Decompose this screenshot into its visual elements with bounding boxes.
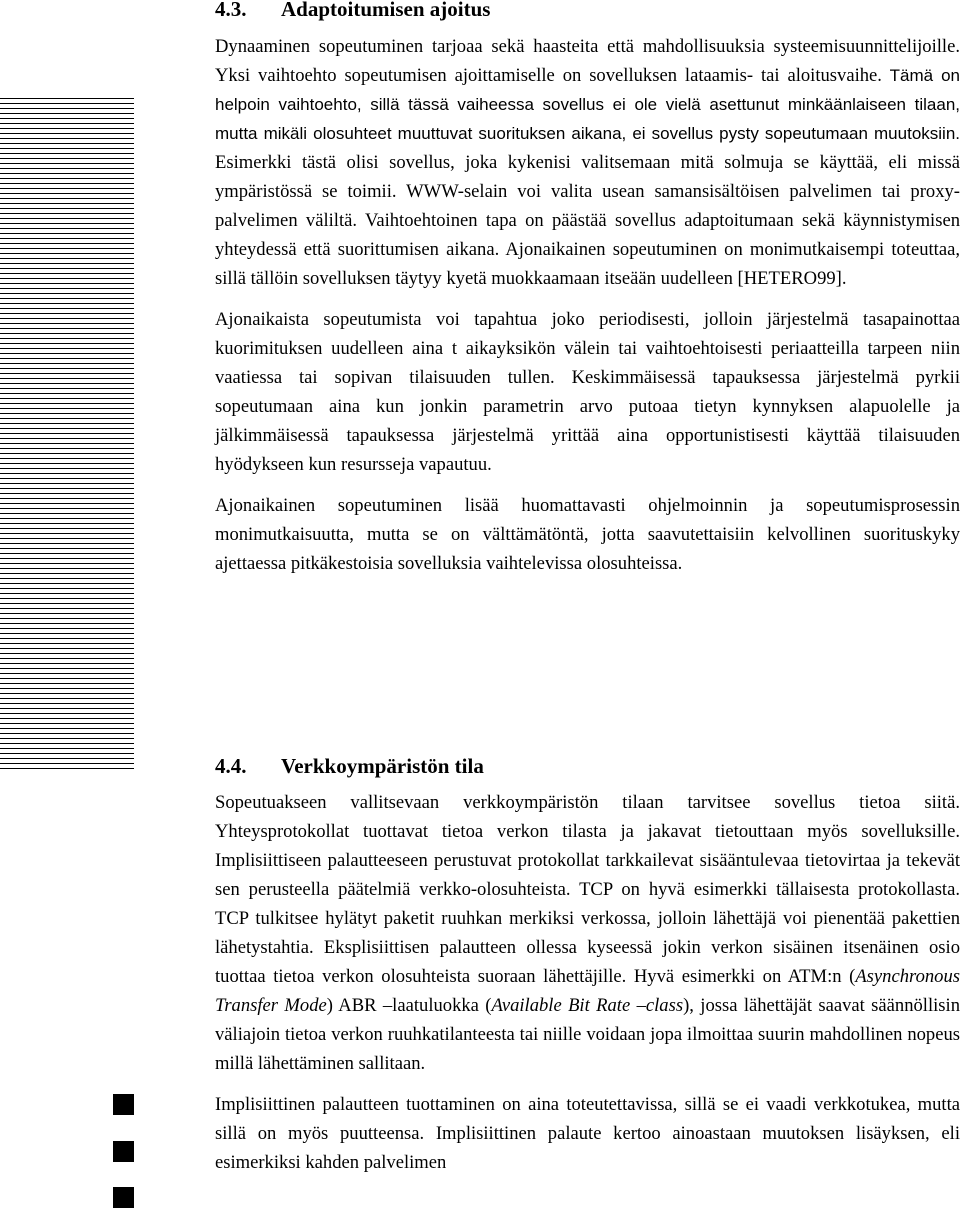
paragraph-text: ), jossa lähettäjät saavat säännöllisin väliajoin tietoa verkon ruuhkatilanteesta tai niille voidaan jopa ilmoittaa suurin mahdollinen nopeus millä lähettäminen sallitaan. <box>215 995 960 1074</box>
section-number: 4.4. <box>215 754 247 778</box>
paragraph: Ajonaikainen sopeutuminen lisää huomattavasti ohjelmoinnin ja sopeutumisprosessin monimutkaisuutta, mutta se on välttämätöntä, jotta saavutettaisiin kelvollinen suorituskyky ajettaessa pitkäkestoisia sovelluksia vaihtelevissa olosuhteissa. <box>215 495 960 574</box>
section-4-3-body <box>215 32 960 578</box>
paragraph-text: ) ABR –laatuluokka ( <box>326 995 492 1016</box>
margin-square-marker <box>113 1141 134 1162</box>
paragraph: Ajonaikaista sopeutumista voi tapahtua joko periodisesti, jolloin järjestelmä tasapainottaa kuorimituksen uudelleen aina t aikayksikön välein tai vaihtoehtoisesti periaatteilla tarpeen niin vaatiessa tai sopivan tilaisuuden tullen. Keskimmäisessä tapauksessa järjestelmä pyrkii sopeutumaan aina kun jonkin parametrin arvo putoaa tietyn kynnyksen alapuolelle ja jälkimmäisessä tapauksessa järjestelmä yrittää aina opportunistisesti käyttää tilaisuuden hyödykseen kun resursseja vapautuu. <box>215 309 960 475</box>
paragraph <box>215 788 960 1078</box>
margin-square-marker <box>113 1094 134 1115</box>
section-title: Verkkoympäristön tila <box>281 754 484 778</box>
paragraph-text: Dynaaminen sopeutuminen tarjoaa sekä haasteita että mahdollisuuksia systeemisuunnittelijoille. Yksi vaihtoehto sopeutumisen ajoittamiselle on sovelluksen lataamis- tai aloitusvaihe. <box>215 36 960 86</box>
section-heading <box>215 0 960 21</box>
section-title: Adaptoitumisen ajoitus <box>281 0 491 21</box>
section-4-4 <box>215 754 960 778</box>
italic-term: Asynchronous Transfer Mode <box>215 966 960 1016</box>
paragraph-text: Sopeutuakseen vallitsevaan verkkoympäristön tilaan tarvitsee sovellus tietoa siitä. Yhteysprotokollat tuottavat tietoa verkon tilasta ja jakavat tietouttaan myös sovelluksille. Implisiittiseen palautteeseen perustuvat protokollat tarkkailevat sisääntulevaa tietovirtaa ja tekevät sen perusteella päätelmiä verkko-olosuhteista. TCP on hyvä esimerkki tällaisesta protokollasta. TCP tulkitsee hylätyt paketit ruuhkan merkiksi verkossa, jolloin lähettäjä voi pienentää pakettien lähetystahtia. Eksplisiittisen palautteen ollessa kyseessä jokin verkon sisäinen itsenäinen osio tuottaa tietoa verkon olosuhteista suoraan lähettäjille. Hyvä esimerkki on ATM:n ( <box>215 792 960 987</box>
margin-square-marker <box>113 1187 134 1208</box>
section-4-4-body <box>215 788 960 1177</box>
italic-term: Available Bit Rate –class <box>491 995 684 1016</box>
section-heading <box>215 754 960 778</box>
paragraph: Implisiittinen palautteen tuottaminen on aina toteutettavissa, sillä se ei vaadi verkkotukea, mutta sillä on myös puutteensa. Implisiittinen palaute kertoo ainoastaan muutoksen lisäyksen, eli esimerkiksi kahden palvelimen <box>215 1094 960 1173</box>
section-4-3 <box>215 0 960 21</box>
section-number: 4.3. <box>215 0 247 21</box>
paragraph <box>215 32 960 293</box>
paragraph-text: Tämä on helpoin vaihtoehto, sillä tässä vaiheessa sovellus ei ole vielä asettunut minkäänlaiseen tilaan, mutta mikäli olosuhteet muuttuvat suorituksen aikana, ei sovellus pysty sopeutumaan muutoksiin. <box>215 66 960 143</box>
paragraph-text: Esimerkki tästä olisi sovellus, joka kykenisi valitsemaan mitä solmuja se käyttää, eli missä ympäristössä se toimii. WWW-selain voi valita usean samansisältöisen palvelimen tai proxy-palvelimen väliltä. Vaihtoehtoinen tapa on päästää sovellus adaptoitumaan sekä käynnistymisen yhteydessä että suorittumisen aikana. Ajonaikainen sopeutuminen on monimutkaisempi toteuttaa, sillä tällöin sovelluksen täytyy kyetä muokkaamaan itseään uudelleen [HETERO99]. <box>215 152 960 289</box>
margin-line-pattern <box>0 98 134 770</box>
